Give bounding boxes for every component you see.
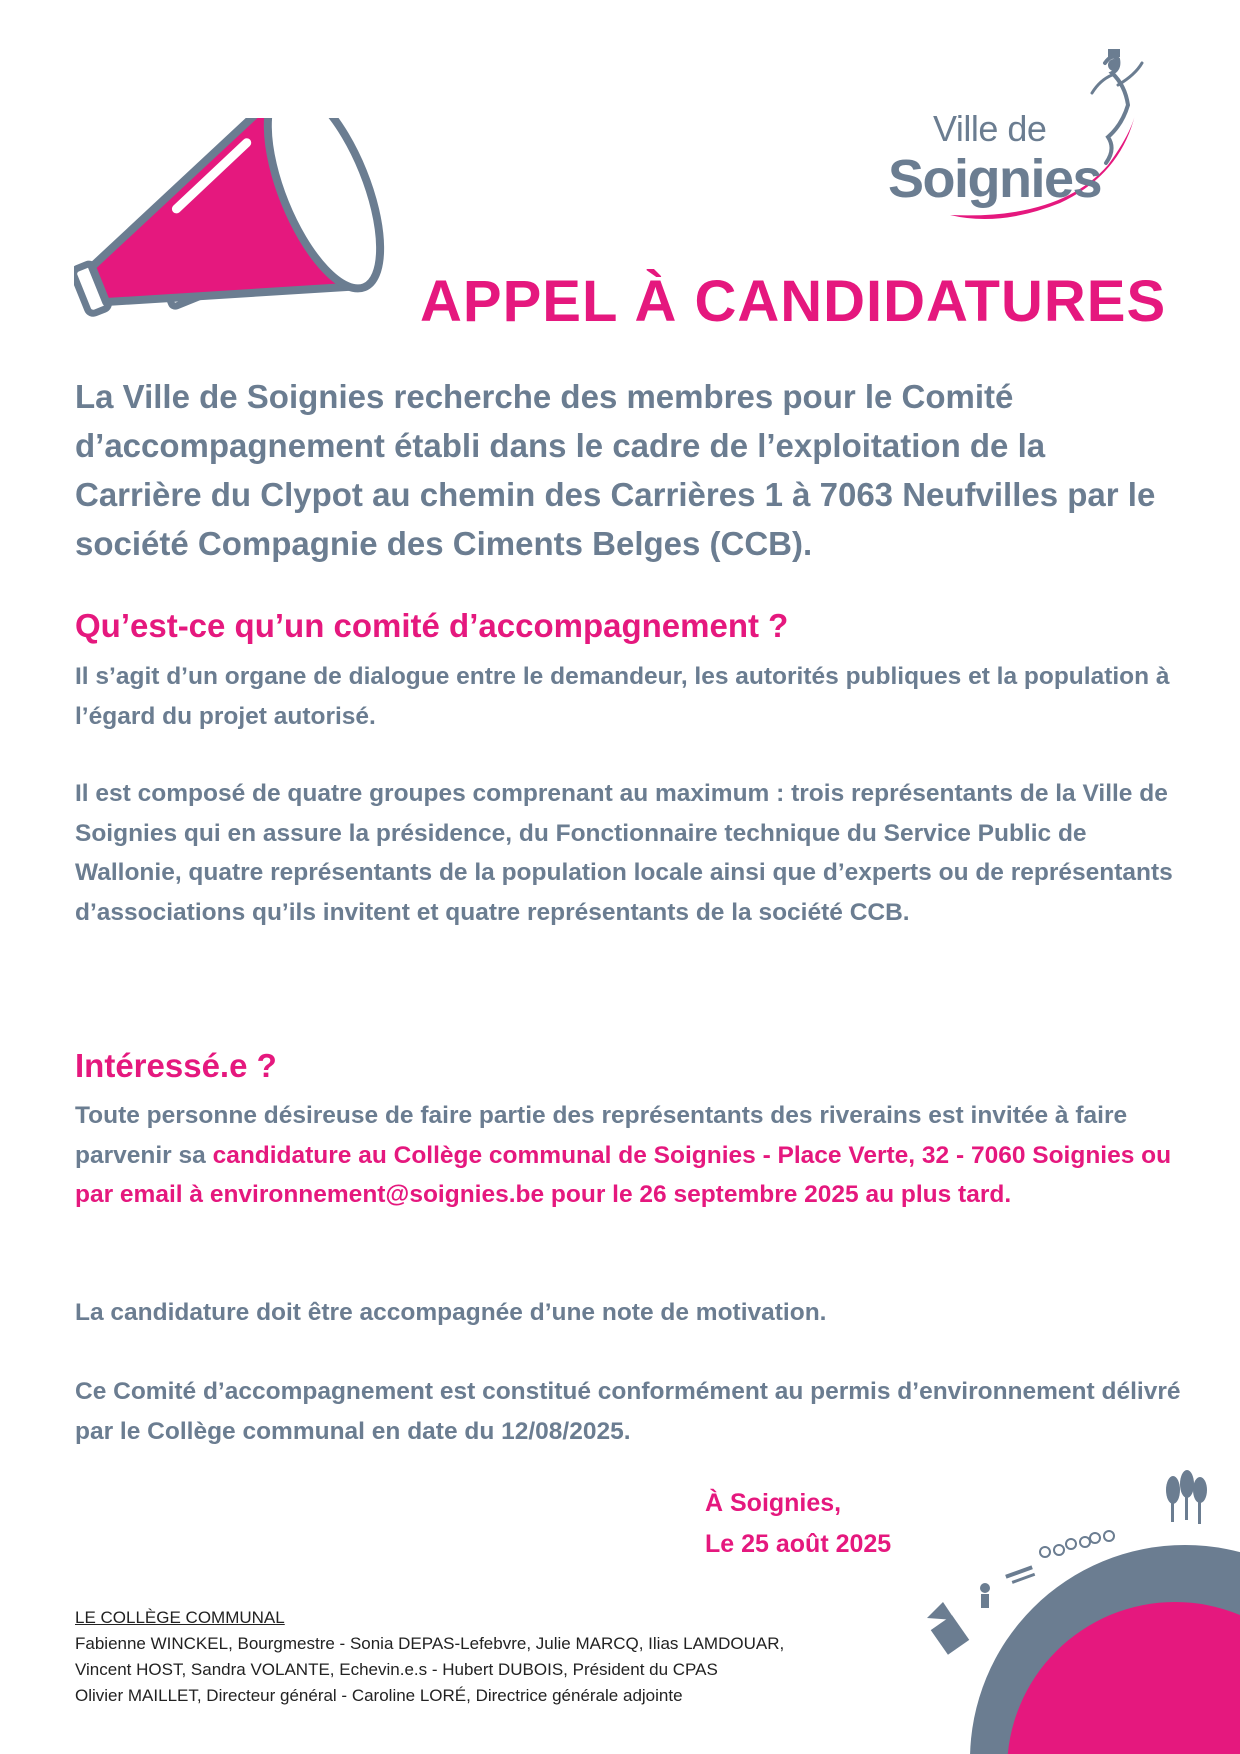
logo-line1: Ville de (933, 108, 1047, 149)
place-date (705, 1483, 891, 1565)
megaphone-icon (74, 118, 394, 318)
college-line3: Olivier MAILLET, Directeur général - Caroline LORÉ, Directrice générale adjointe (75, 1686, 683, 1705)
section2-paragraph2: La candidature doit être accompagnée d’une note de motivation. (75, 1299, 827, 1326)
city-globe-decoration-icon (925, 1470, 1240, 1754)
section2-paragraph3: Ce Comité d’accompagnement est constitué conformément au permis d’environnement délivré par le Collège communal en date du 12/08/2025. (75, 1378, 1181, 1445)
college-signature (75, 1605, 784, 1709)
college-line2: Vincent HOST, Sandra VOLANTE, Echevin.e.s - Hubert DUBOIS, Président du CPAS (75, 1660, 718, 1679)
candidature-instructions: candidature au Collège communal de Soignies - Place Verte, 32 - 7060 Soignies ou par email à environnement@soignies.be pour le 26 septembre 2025 au plus tard. (75, 1141, 1172, 1208)
section1-heading: Qu’est-ce qu’un comité d’accompagnement ? (75, 607, 789, 644)
section2-heading: Intéressé.e ? (75, 1047, 277, 1084)
college-line1: Fabienne WINCKEL, Bourgmestre - Sonia DEPAS-Lefebvre, Julie MARCQ, Ilias LAMDOUAR, (75, 1634, 785, 1653)
section2-paragraph1 (75, 1096, 1185, 1215)
section1-paragraph1: Il s’agit d’un organe de dialogue entre le demandeur, les autorités publiques et la population à l’égard du projet autorisé. (75, 663, 1170, 730)
logo-line2: Soignies (888, 149, 1102, 209)
intro-paragraph: La Ville de Soignies recherche des membres pour le Comité d’accompagnement établi dans le cadre de l’exploitation de la Carrière du Clypot au chemin des Carrières 1 à 7063 Neufvilles par le société Compagnie des Ciments Belges (CCB). (75, 378, 1156, 562)
page-title: APPEL À CANDIDATURES (420, 269, 1167, 334)
place-line: À Soignies, (705, 1489, 842, 1517)
section1-paragraph2: Il est composé de quatre groupes comprenant au maximum : trois représentants de la Ville de Soignies qui en assure la présidence, du Fonctionnaire technique du Service Public de Wallonie, quatre représentants de la population locale ainsi que d’experts ou de représentants d’associations qu’ils invitent et quatre représentants de la société CCB. (75, 780, 1173, 926)
date-line: Le 25 août 2025 (705, 1530, 892, 1558)
college-title: LE COLLÈGE COMMUNAL (75, 1608, 285, 1627)
paragraph-text: Toute personne désireuse de faire partie des représentants des riverains est invitée à faire parvenir sa (75, 1102, 1128, 1169)
